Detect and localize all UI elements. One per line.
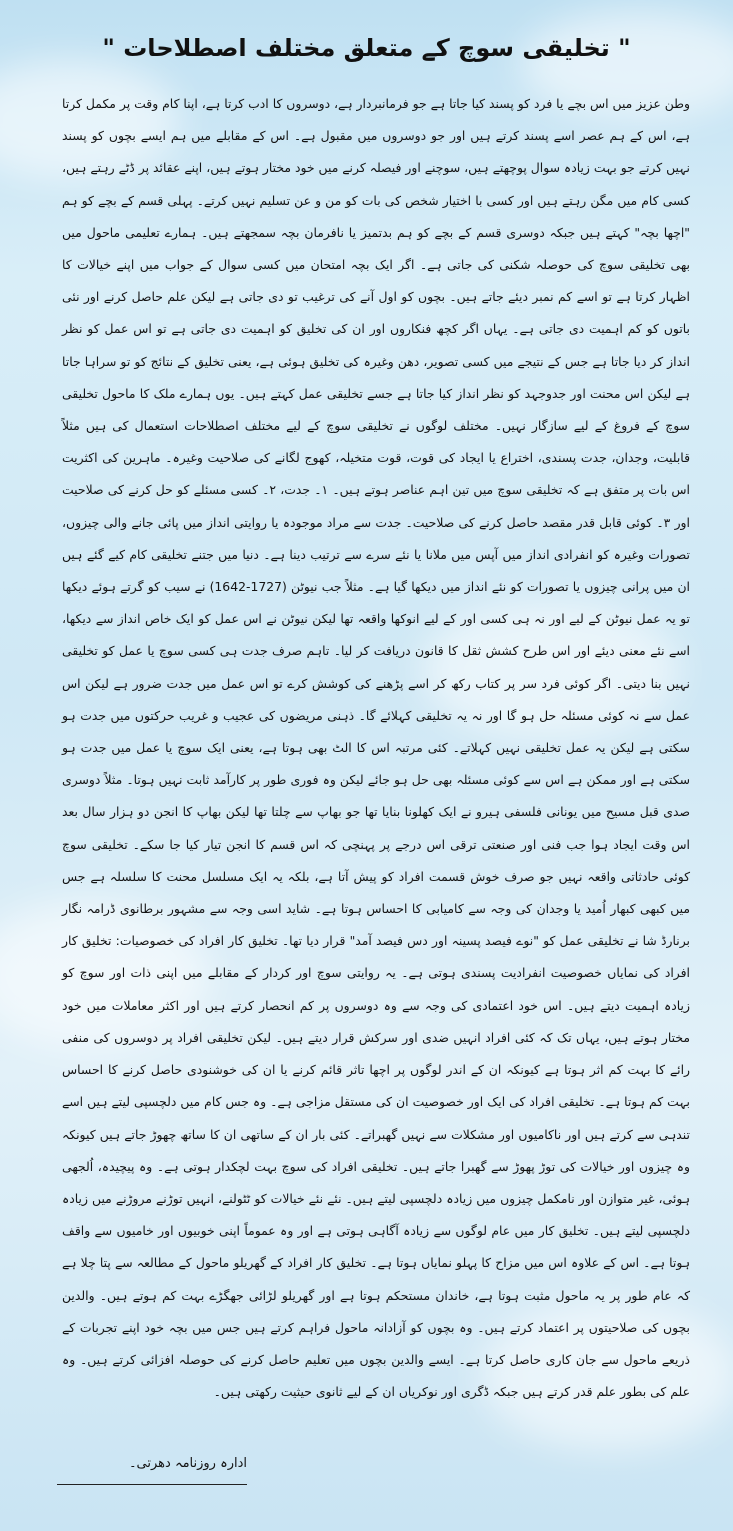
article-title: " تخلیقی سوچ کے متعلق مختلف اصطلاحات " [102,34,631,62]
footer-rule [57,1484,247,1485]
body-paragraph: وطن عزیز میں اس بچے یا فرد کو پسند کیا جاتا ہے جو فرمانبردار ہے، دوسروں کا ادب کرتا ہے، اپنا کام وقت پر مکمل کرتا ہے، اس کے ہم عصر اسے پسند کرتے ہیں اور جو دوسروں میں مقبول ہے۔ اس کے مقابلے میں ہم ایسے بچوں کو پسند نہیں کرتے جو بہت زیادہ سوال پوچھتے ہیں، سوچنے اور فیصلہ کرنے میں خود مختار ہوتے ہیں، اپنے عقائد پر ڈٹے رہتے ہیں، کسی کام میں مگن رہتے ہیں اور کسی با اختیار شخص کی بات کو من و عن تسلیم نہیں کرتے۔ پہلی قسم کے بچے کو ہم "اچھا بچہ" کہتے ہیں جبکہ دوسری قسم کے بچے کو ہم بدتمیز یا نافرمان بچہ سمجھتے ہیں۔ ہمارے تعلیمی ماحول میں بھی تخلیقی سوچ کی حوصلہ شکنی کی جاتی ہے۔ اگر ایک بچہ امتحان میں کسی سوال کے جواب میں اپنے خیالات کا اظہار کرتا ہے تو اسے کم نمبر دیئے جاتے ہیں۔ بچوں کو اول آنے کی ترغیب تو دی جاتی ہے لیکن علم حاصل کرنے اور نئی باتوں کو کم اہمیت دی جاتی ہے۔ یہاں اگر کچھ فنکاروں اور ان کی تخلیق کو اہمیت دی جاتی ہے تو اس عمل کو نظر انداز کر دیا جاتا ہے جس کے نتیجے میں کسی تصویر، دھن وغیرہ کی تخلیق ہوئی ہے، یعنی تخلیق کے نتائج کو تو سراہا جاتا ہے لیکن اس محنت اور جدوجہد کو نظر انداز کیا جاتا ہے جسے تخلیقی عمل کہتے ہیں۔ یوں ہمارے ملک کا ماحول تخلیقی سوچ کے فروغ کے لیے سازگار نہیں۔ مختلف لوگوں نے تخلیقی سوچ کے لیے مختلف اصطلاحات استعمال کی ہیں مثلاً قابلیت، وجدان، جدت پسندی، اختراع یا ایجاد کی قوت، قوت متخیلہ، کھوج لگانے کی صلاحیت وغیرہ۔ ماہرین کی اکثریت اس بات پر متفق ہے کہ تخلیقی سوچ میں تین اہم عناصر ہوتے ہیں۔ ١۔ جدت، ٢۔ کسی مسئلے کو حل کرنے کی صلاحیت اور ٣۔ کوئی قابل قدر مقصد حاصل کرنے کی صلاحیت۔ جدت سے مراد موجودہ یا روایتی انداز میں پائی جانے والی چیزوں، تصورات وغیرہ کو انفرادی انداز میں آپس میں ملانا یا نئے سرے سے ترتیب دینا ہے۔ دنیا میں جتنے تخلیقی کام کیے گئے ہیں ان میں پرانی چیزوں یا تصورات کو نئے انداز میں دیکھا گیا ہے۔ مثلاً جب نیوٹن (1727-1642) نے سیب کو گرتے ہوئے دیکھا تو یہ عمل نیوٹن کے لیے اور نہ ہی کسی اور کے لیے انوکھا واقعہ تھا لیکن نیوٹن نے اس عمل کو ایک خاص انداز سے دیکھا، اسے نئے معنی دیئے اور اس طرح کشش ثقل کا قانون دریافت کر لیا۔ تاہم صرف جدت ہی کسی سوچ یا عمل کو تخلیقی نہیں بنا دیتی۔ اگر کوئی فرد سر پر کتاب رکھ کر اسے پڑھنے کی کوشش کرے تو اس عمل میں جدت ضرور ہے لیکن اس عمل سے نہ کوئی مسئلہ حل ہو گا اور نہ یہ تخلیقی کہلائے گا۔ ذہنی مریضوں کی عجیب و غریب حرکتوں میں جدت ہو سکتی ہے لیکن یہ عمل تخلیقی نہیں کہلاتے۔ کئی مرتبہ اس کا الٹ بھی ہوتا ہے، یعنی ایک سوچ یا عمل میں جدت ہو سکتی ہے اور ممکن ہے اس سے کوئی مسئلہ بھی حل ہو جائے لیکن وہ فوری طور پر کارآمد ثابت نہیں ہوتا۔ مثلاً دوسری صدی قبل مسیح میں یونانی فلسفی ہیرو نے ایک کھلونا بنایا تھا جو بھاپ سے چلتا تھا لیکن بھاپ کا انجن دو ہزار سال بعد اس وقت ایجاد ہوا جب فنی اور صنعتی ترقی اس درجے پر پہنچی کہ اس قسم کا انجن تیار کیا جا سکے۔ تخلیقی سوچ کوئی حادثاتی واقعہ نہیں جو صرف خوش قسمت افراد کو پیش آتا ہے، بلکہ یہ ایک مسلسل محنت کا سلسلہ ہے جس میں کبھی کبھار اُمید یا وجدان کی وجہ سے کامیابی کا احساس ہوتا ہے۔ شاید اسی وجہ سے مشہور برطانوی ڈرامہ نگار برنارڈ شا نے تخلیقی عمل کو "نوے فیصد پسینہ اور دس فیصد آمد" قرار دیا تھا۔ تخلیق کار افراد کی خصوصیات: تخلیق کار افراد کی نمایاں خصوصیت انفرادیت پسندی ہوتی ہے۔ یہ روایتی سوچ اور کردار کے مقابلے میں اپنی ذات اور سوچ کو زیادہ اہمیت دیتے ہیں۔ اس خود اعتمادی کی وجہ سے وہ دوسروں پر کم انحصار کرتے ہیں اور اکثر معاملات میں خود مختار ہوتے ہیں، یہاں تک کہ کئی افراد انہیں ضدی اور سرکش قرار دیتے ہیں۔ لیکن تخلیقی افراد پر دوسروں کی منفی رائے کا بہت کم اثر ہوتا ہے کیونکہ ان کے اندر لوگوں پر اچھا تاثر قائم کرنے یا ان کی خوشنودی حاصل کرنے کا احساس بہت کم ہوتا ہے۔ تخلیقی افراد کی ایک اور خصوصیت ان کی مستقل مزاجی ہے۔ وہ جس کام میں دلچسپی لیتے ہیں اسے تندہی سے کرتے ہیں اور ناکامیوں اور مشکلات سے نہیں گھبراتے۔ کئی بار ان کے ساتھی ان کا ساتھ چھوڑ جاتے ہیں کیونکہ وہ چیزوں اور خیالات کی توڑ پھوڑ سے گھبرا جاتے ہیں۔ تخلیقی افراد کی سوچ بہت لچکدار ہوتی ہے۔ وہ پیچیدہ، اُلجھی ہوئی، غیر متوازن اور نامکمل چیزوں میں زیادہ دلچسپی لیتے ہیں۔ نئے نئے خیالات کو ٹٹولنے، انہیں توڑنے مروڑنے میں زیادہ دلچسپی لیتے ہیں۔ تخلیق کار میں عام لوگوں سے زیادہ آگاہی ہوتی ہے اور وہ عموماً اپنی خوبیوں اور خامیوں سے واقف ہوتا ہے۔ اس کے علاوہ اس میں مزاح کا پہلو نمایاں ہوتا ہے۔ تخلیق کار افراد کے گھریلو ماحول کے مطالعہ سے پتا چلا ہے کہ عام طور پر یہ ماحول مثبت ہوتا ہے، خاندان مستحکم ہوتا ہے اور گھریلو لڑائی جھگڑے بہت کم ہوتے ہیں۔ والدین بچوں کی صلاحیتوں پر اعتماد کرتے ہیں۔ وہ بچوں کو آزادانہ ماحول فراہم کرتے ہیں جس میں بچہ خود اپنے تجربات کے ذریعے ماحول سے جان کاری حاصل کرتا ہے۔ ایسے والدین بچوں میں تعلیم حاصل کرنے کی حوصلہ افزائی کرتے ہیں۔ وہ علم کی بطور علم قدر کرتے ہیں جبکہ ڈگری اور نوکریاں ان کے لیے ثانوی حیثیت رکھتی ہیں۔ [62,96,690,1400]
source-credit: ادارہ روزنامہ دھرتی۔ [128,1456,247,1471]
article-body [62,88,690,1408]
article-footer [47,1456,247,1471]
